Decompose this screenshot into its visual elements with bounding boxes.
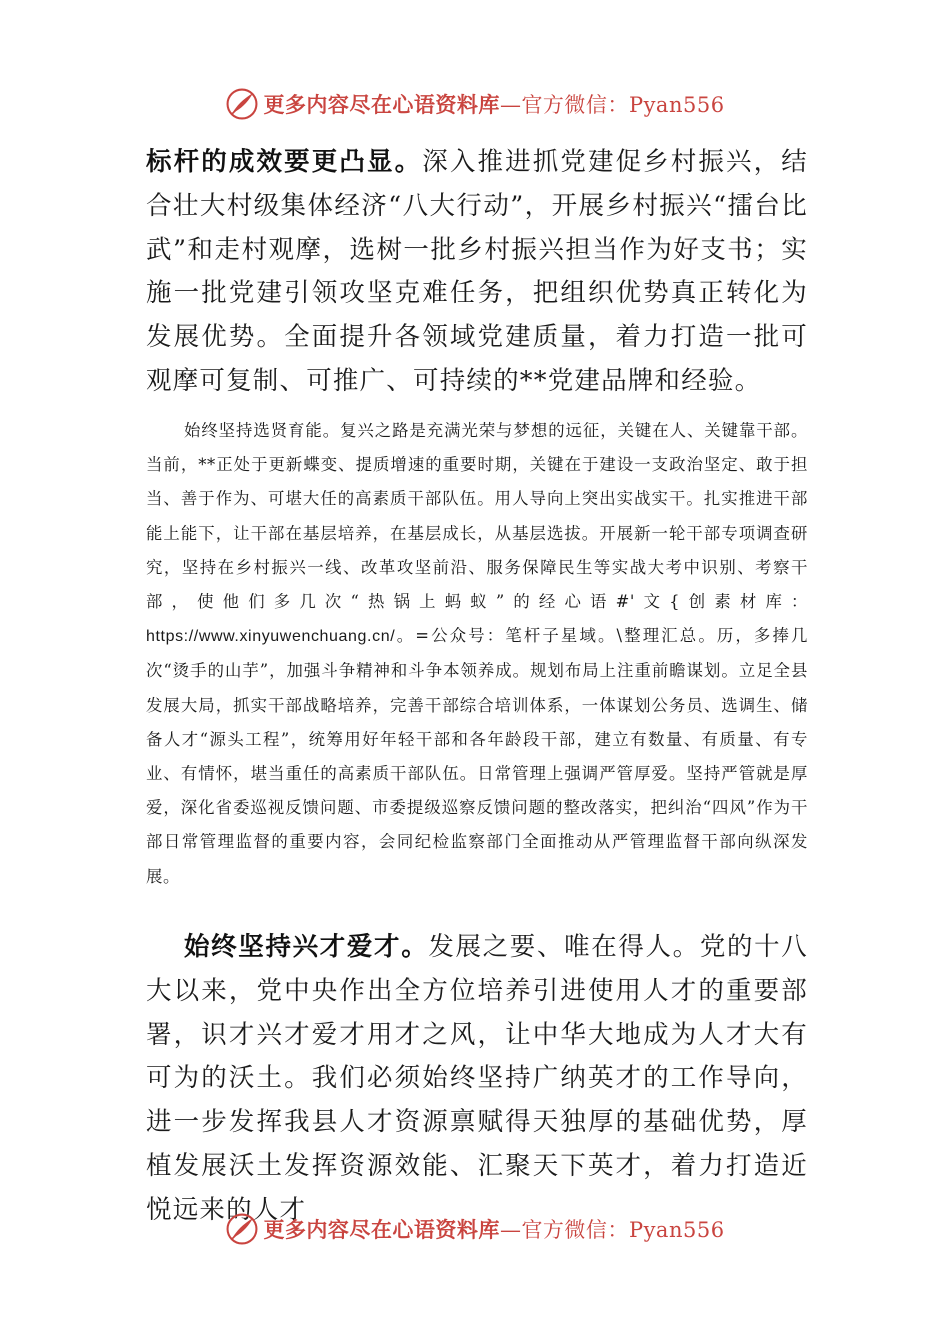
watermark-site: 更多内容尽在心语资料库 xyxy=(263,92,500,117)
paragraph-3-lead: 始终坚持兴才爱才。 xyxy=(184,932,429,962)
watermark-site: 更多内容尽在心语资料库 xyxy=(263,1217,500,1242)
paragraph-2-part1: 始终坚持选贤育能。复兴之路是充满光荣与梦想的远征，关键在人、关键靠干部。当前，**正处于更新蝶变、提质增速的重要时期，关键在于建设一支政治坚定、敢于担当、善于作为、可堪大任的高素质干部队伍。用人导向上突出实战实干。扎实推进干部能上能下，让干部在基层培养，在基层成长，从基层选拔。开展新一轮干部专项调查研究，坚持在乡村振兴一线、改革攻坚前沿、服务保障民生等实战大考中识别、考察干部，使他们多几次“热锅上蚂蚁”的经心语#'文{创素材库： xyxy=(146,421,808,612)
watermark-text xyxy=(263,89,724,119)
paragraph-2-part2: 。=公众号：笔杆子星域。\整理汇总。历，多捧几次“烫手的山芋”，加强斗争精神和斗争本领养成。规划布局上注重前瞻谋划。立足全县发展大局，抓实干部战略培养，完善干部综合培训体系，一体谋划公务员、选调生、储备人才“源头工程”，统筹用好年轻干部和各年龄段干部，建立有数量、有质量、有专业、有情怀，堪当重任的高素质干部队伍。日常管理上强调严管厚爱。坚持严管就是厚爱，深化省委巡视反馈问题、市委提级巡察反馈问题的整改落实，把纠治“四风”作为干部日常管理监督的重要内容，会同纪检监察部门全面推动从严管理监督干部向纵深发展。 xyxy=(146,626,808,886)
paragraph-2 xyxy=(146,414,808,894)
watermark-text xyxy=(263,1214,724,1244)
paragraph-1 xyxy=(146,141,808,404)
paragraph-3-body: 发展之要、唯在得人。党的十八大以来，党中央作出全方位培养引进使用人才的重要部署，识才兴才爱才用才之风，让中华大地成为人才大有可为的沃土。我们必须始终坚持广纳英才的工作导向，进一步发挥我县人才资源禀赋得天独厚的基础优势，厚植发展沃土发挥资源效能、汇聚天下英才，着力打造近悦远来的人才 xyxy=(146,932,808,1225)
watermark-account: Pyan556 xyxy=(628,1218,725,1242)
watermark-account: Pyan556 xyxy=(628,93,725,117)
watermark-footer xyxy=(0,1209,950,1249)
watermark-label: 官方微信： xyxy=(521,1218,629,1242)
watermark-dash: — xyxy=(499,93,522,117)
paragraph-3 xyxy=(146,926,808,1233)
quill-logo-icon xyxy=(225,1212,259,1246)
paragraph-1-body: 深入推进抓党建促乡村振兴，结合壮大村级集体经济“八大行动”，开展乡村振兴“擂台比武”和走村观摩，选树一批乡村振兴担当作为好支书；实施一批党建引领攻坚克难任务，把组织优势真正转化为发展优势。全面提升各领域党建质量，着力打造一批可观摩可复制、可推广、可持续的**党建品牌和经验。 xyxy=(146,147,808,396)
watermark-dash: — xyxy=(499,1218,522,1242)
watermark-label: 官方微信： xyxy=(521,93,629,117)
quill-logo-icon xyxy=(225,87,259,121)
watermark-header xyxy=(0,84,950,124)
paragraph-1-lead: 标杆的成效要更凸显。 xyxy=(146,147,423,177)
paragraph-2-url: https://www.xinyuwenchuang.cn/ xyxy=(146,628,396,646)
